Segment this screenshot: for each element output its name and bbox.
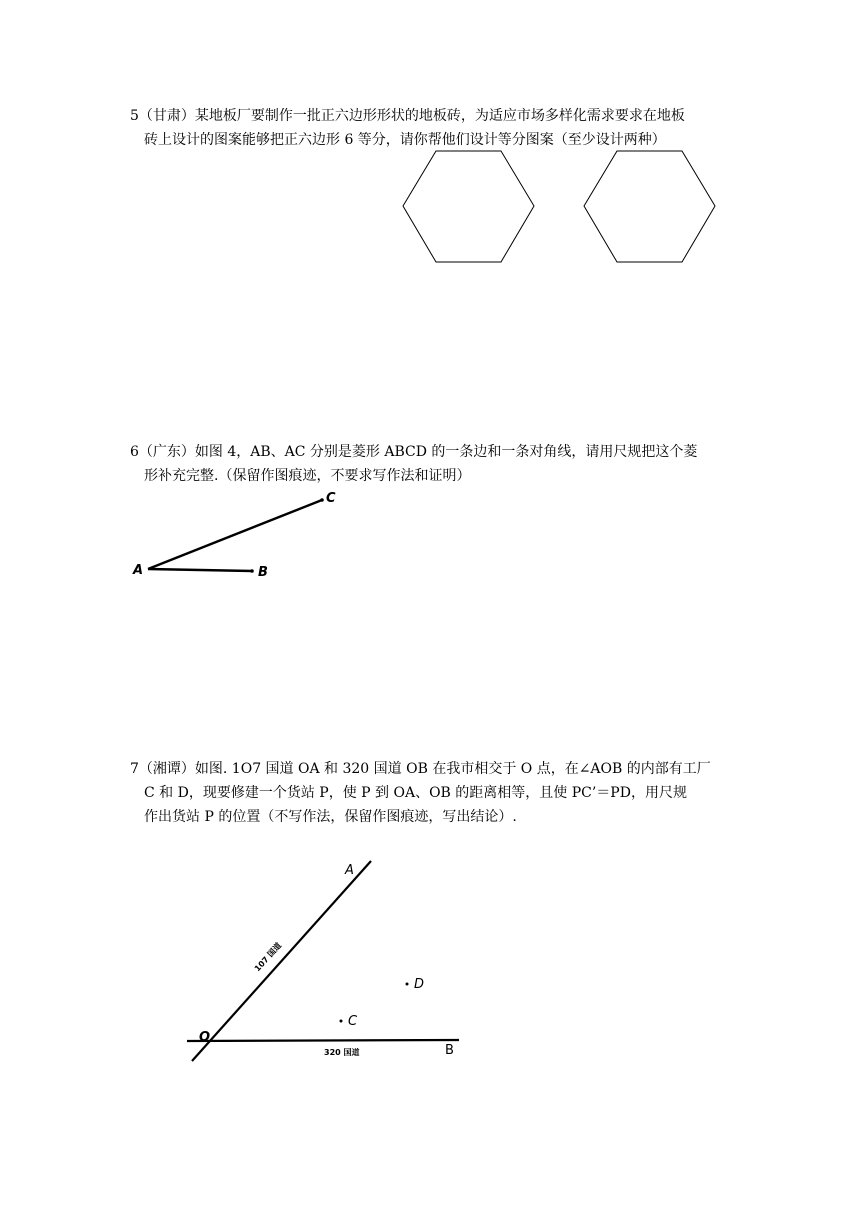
label-roads-b: B xyxy=(445,1043,454,1058)
hexagon-1 xyxy=(403,151,534,262)
label-roads-a: A xyxy=(345,863,354,878)
question-6-line-1: 6（广东）如图 4，AB、AC 分别是菱形 ABCD 的一条边和一条对角线，请用尺规把这个菱 xyxy=(130,444,698,460)
label-b: B xyxy=(258,565,268,580)
label-roads-d: D xyxy=(414,977,425,992)
label-roads-c: C xyxy=(348,1014,358,1029)
point-c-factory-dot xyxy=(340,1020,343,1023)
label-roads-o: O xyxy=(199,1030,211,1045)
segment-ab xyxy=(148,569,252,571)
question-5-line-2: 砖上设计的图案能够把正六边形 6 等分，请你帮他们设计等分图案（至少设计两种） xyxy=(144,132,666,148)
road-oa-line xyxy=(192,861,371,1061)
point-c-dot xyxy=(320,498,324,502)
segment-ac xyxy=(148,500,322,569)
hexagon-2 xyxy=(584,151,715,262)
road-oa-label: 107 国道 xyxy=(252,940,284,974)
label-a: A xyxy=(133,563,144,578)
question-7-line-2: C 和 D，现要修建一个货站 P，使 P 到 OA、OB 的距离相等，且使 PC’＝PD，用尺规 xyxy=(144,785,687,801)
point-d-factory-dot xyxy=(406,983,409,986)
label-c: C xyxy=(326,491,336,506)
question-7-line-3: 作出货站 P 的位置（不写作法，保留作图痕迹，写出结论）. xyxy=(144,809,517,825)
question-5-line-1: 5（甘肃）某地板厂要制作一批正六边形形状的地板砖，为适应市场多样化需求要求在地板 xyxy=(130,108,685,124)
question-6-line-2: 形补充完整.（保留作图痕迹，不要求写作法和证明） xyxy=(144,468,471,484)
question-7-line-1: 7（湘谭）如图. 1O7 国道 OA 和 320 国道 OB 在我市相交于 O 点，在∠AOB 的内部有工厂 xyxy=(130,761,711,777)
road-ob-line xyxy=(187,1040,459,1041)
road-ob-label: 320 国道 xyxy=(324,1048,360,1057)
point-b-dot xyxy=(250,569,254,573)
